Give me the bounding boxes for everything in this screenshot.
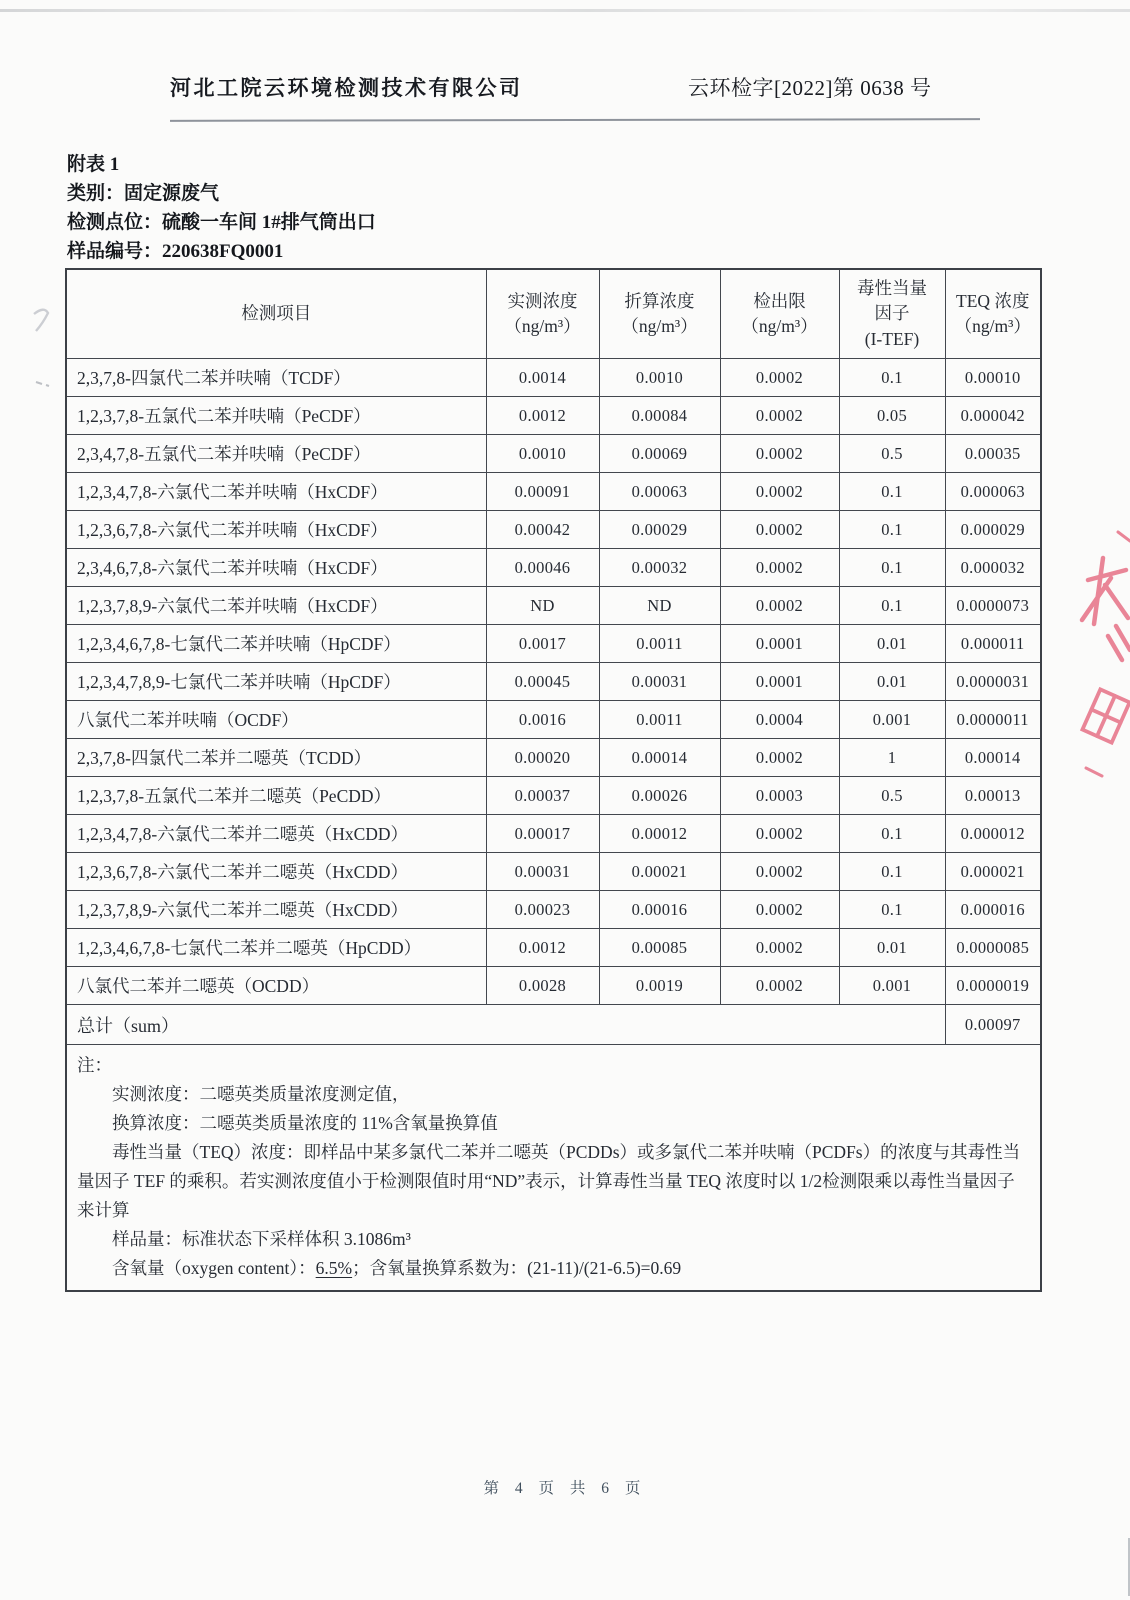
tef-cell: 0.5 <box>839 435 945 473</box>
column-header: 检出限 （ng/m³） <box>720 269 839 359</box>
tef-cell: 0.5 <box>839 777 945 815</box>
table-row <box>66 701 1041 739</box>
table-row <box>66 853 1041 891</box>
measured-value-cell: 0.00031 <box>486 853 599 891</box>
table-row <box>66 815 1041 853</box>
tef-cell: 0.1 <box>839 853 945 891</box>
header-divider <box>170 118 980 122</box>
item-name-cell: 2,3,7,8-四氯代二苯并呋喃（TCDF） <box>66 359 486 397</box>
page-number: 第 4 页 共 6 页 <box>483 1480 647 1497</box>
detection-limit-cell: 0.0004 <box>720 701 839 739</box>
tef-cell: 0.1 <box>839 815 945 853</box>
tef-cell: 1 <box>839 739 945 777</box>
item-name-cell: 1,2,3,4,6,7,8-七氯代二苯并呋喃（HpCDF） <box>66 625 486 663</box>
detection-limit-cell: 0.0002 <box>720 587 839 625</box>
teq-cell: 0.000042 <box>945 397 1041 435</box>
table-row <box>66 929 1041 967</box>
oxygen-factor: ；含氧量换算系数为：(21-11)/(21-6.5)=0.69 <box>352 1258 682 1278</box>
table-row <box>66 587 1041 625</box>
item-name-cell: 1,2,3,4,7,8,9-七氯代二苯并呋喃（HpCDF） <box>66 663 486 701</box>
measured-value-cell: 0.00042 <box>486 511 599 549</box>
converted-value-cell: 0.00012 <box>599 815 720 853</box>
measured-value-cell: 0.0012 <box>486 397 599 435</box>
detection-limit-cell: 0.0002 <box>720 435 839 473</box>
sample-number-line: 样品编号：220638FQ0001 <box>67 241 284 262</box>
notes-row <box>66 1045 1041 1292</box>
item-name-cell: 2,3,4,6,7,8-六氯代二苯并呋喃（HxCDF） <box>66 549 486 587</box>
red-seal-stamp <box>1058 528 1130 784</box>
converted-value-cell: 0.00084 <box>599 397 720 435</box>
detection-limit-cell: 0.0002 <box>720 853 839 891</box>
tef-cell: 0.1 <box>839 587 945 625</box>
tef-cell: 0.05 <box>839 397 945 435</box>
converted-value-cell: 0.00016 <box>599 891 720 929</box>
teq-cell: 0.00013 <box>945 777 1041 815</box>
table-header-row <box>66 269 1041 359</box>
detection-limit-cell: 0.0002 <box>720 397 839 435</box>
column-header: 检测项目 <box>66 269 486 359</box>
scan-artifact-top-streak <box>0 9 1130 12</box>
tef-cell: 0.1 <box>839 549 945 587</box>
detection-limit-cell: 0.0002 <box>720 739 839 777</box>
table-row <box>66 549 1041 587</box>
sum-row <box>66 1005 1041 1045</box>
detection-limit-cell: 0.0002 <box>720 473 839 511</box>
teq-cell: 0.0000031 <box>945 663 1041 701</box>
table-row <box>66 473 1041 511</box>
converted-value-cell: 0.00026 <box>599 777 720 815</box>
measured-value-cell: 0.00017 <box>486 815 599 853</box>
item-name-cell: 1,2,3,7,8,9-六氯代二苯并呋喃（HxCDF） <box>66 587 486 625</box>
teq-cell: 0.00014 <box>945 739 1041 777</box>
teq-cell: 0.0000085 <box>945 929 1041 967</box>
item-name-cell: 2,3,7,8-四氯代二苯并二噁英（TCDD） <box>66 739 486 777</box>
appendix-label: 附表 1 <box>67 154 120 175</box>
detection-limit-cell: 0.0001 <box>720 625 839 663</box>
column-header: 实测浓度 （ng/m³） <box>486 269 599 359</box>
converted-value-cell: 0.0010 <box>599 359 720 397</box>
sum-label: 总计（sum） <box>66 1005 945 1045</box>
converted-value-cell: 0.00063 <box>599 473 720 511</box>
converted-value-cell: 0.00021 <box>599 853 720 891</box>
measured-value-cell: 0.0014 <box>486 359 599 397</box>
teq-cell: 0.0000019 <box>945 967 1041 1005</box>
item-name-cell: 1,2,3,4,6,7,8-七氯代二苯并二噁英（HpCDD） <box>66 929 486 967</box>
teq-cell: 0.000012 <box>945 815 1041 853</box>
measured-value-cell: 0.00091 <box>486 473 599 511</box>
tef-cell: 0.1 <box>839 473 945 511</box>
teq-cell: 0.0000011 <box>945 701 1041 739</box>
red-seal-icon <box>1058 528 1130 784</box>
table-row <box>66 739 1041 777</box>
measured-value-cell: 0.00023 <box>486 891 599 929</box>
converted-value-cell: 0.00029 <box>599 511 720 549</box>
document-info <box>67 150 376 266</box>
measured-value-cell: 0.0017 <box>486 625 599 663</box>
tef-cell: 0.1 <box>839 511 945 549</box>
tef-cell: 0.01 <box>839 663 945 701</box>
column-header: 折算浓度 （ng/m³） <box>599 269 720 359</box>
converted-value-cell: 0.00085 <box>599 929 720 967</box>
converted-value-cell: 0.00014 <box>599 739 720 777</box>
measured-value-cell: 0.0012 <box>486 929 599 967</box>
measured-value-cell: 0.0016 <box>486 701 599 739</box>
item-name-cell: 1,2,3,7,8-五氯代二苯并呋喃（PeCDF） <box>66 397 486 435</box>
detection-limit-cell: 0.0002 <box>720 891 839 929</box>
converted-value-cell: 0.00069 <box>599 435 720 473</box>
table-row <box>66 663 1041 701</box>
table-row <box>66 511 1041 549</box>
report-number: 云环检字[2022]第 0638 号 <box>688 76 932 100</box>
table-row <box>66 891 1041 929</box>
oxygen-label: 含氧量（oxygen content）： <box>112 1258 316 1278</box>
teq-cell: 0.000029 <box>945 511 1041 549</box>
converted-value-cell: 0.0019 <box>599 967 720 1005</box>
results-table <box>65 268 1042 1292</box>
sum-teq-value: 0.00097 <box>945 1005 1041 1045</box>
note-sample-volume: 样品量：标准状态下采样体积 3.1086m³ <box>112 1229 411 1249</box>
teq-cell: 0.000021 <box>945 853 1041 891</box>
detection-limit-cell: 0.0003 <box>720 777 839 815</box>
tef-cell: 0.01 <box>839 929 945 967</box>
teq-cell: 0.000063 <box>945 473 1041 511</box>
category-line: 类别：固定源废气 <box>67 183 220 204</box>
measured-value-cell: 0.00020 <box>486 739 599 777</box>
teq-cell: 0.000032 <box>945 549 1041 587</box>
item-name-cell: 1,2,3,7,8,9-六氯代二苯并二噁英（HxCDD） <box>66 891 486 929</box>
measured-value-cell: 0.0028 <box>486 967 599 1005</box>
item-name-cell: 1,2,3,7,8-五氯代二苯并二噁英（PeCDD） <box>66 777 486 815</box>
tef-cell: 0.1 <box>839 359 945 397</box>
table-row <box>66 435 1041 473</box>
table-row <box>66 967 1041 1005</box>
detection-limit-cell: 0.0002 <box>720 929 839 967</box>
detection-limit-cell: 0.0002 <box>720 815 839 853</box>
note-measured: 实测浓度：二噁英类质量浓度测定值， <box>112 1084 410 1104</box>
measured-value-cell: 0.00037 <box>486 777 599 815</box>
converted-value-cell: 0.00031 <box>599 663 720 701</box>
detection-limit-cell: 0.0001 <box>720 663 839 701</box>
item-name-cell: 1,2,3,6,7,8-六氯代二苯并二噁英（HxCDD） <box>66 853 486 891</box>
measured-value-cell: ND <box>486 587 599 625</box>
converted-value-cell: ND <box>599 587 720 625</box>
teq-cell: 0.00035 <box>945 435 1041 473</box>
converted-value-cell: 0.00032 <box>599 549 720 587</box>
table-body <box>66 359 1041 1005</box>
tef-cell: 0.01 <box>839 625 945 663</box>
table-row <box>66 359 1041 397</box>
tef-cell: 0.001 <box>839 967 945 1005</box>
detection-limit-cell: 0.0002 <box>720 511 839 549</box>
tef-cell: 0.001 <box>839 701 945 739</box>
location-line: 检测点位：硫酸一车间 1#排气筒出口 <box>67 212 376 233</box>
detection-limit-cell: 0.0002 <box>720 549 839 587</box>
item-name-cell: 1,2,3,4,7,8-六氯代二苯并二噁英（HxCDD） <box>66 815 486 853</box>
note-teq-definition: 毒性当量（TEQ）浓度：即样品中某多氯代二苯并二噁英（PCDDs）或多氯代二苯并呋喃（PCDFs）的浓度与其毒性当量因子 TEF 的乘积。若实测浓度值小于检测限值时用“ND”表示，计算毒性当量 TEQ 浓度时以 1/2检测限乘以毒性当量因子来计算 <box>77 1142 1021 1220</box>
teq-cell: 0.0000073 <box>945 587 1041 625</box>
measured-value-cell: 0.00046 <box>486 549 599 587</box>
item-name-cell: 2,3,4,7,8-五氯代二苯并呋喃（PeCDF） <box>66 435 486 473</box>
table-row <box>66 625 1041 663</box>
item-name-cell: 八氯代二苯并呋喃（OCDF） <box>66 701 486 739</box>
converted-value-cell: 0.0011 <box>599 625 720 663</box>
column-header: TEQ 浓度 （ng/m³） <box>945 269 1041 359</box>
pencil-mark-icon <box>28 300 56 400</box>
teq-cell: 0.00010 <box>945 359 1041 397</box>
note-converted: 换算浓度：二噁英类质量浓度的 11%含氧量换算值 <box>112 1113 498 1133</box>
detection-limit-cell: 0.0002 <box>720 967 839 1005</box>
column-header: 毒性当量 因子 (I-TEF) <box>839 269 945 359</box>
table-row <box>66 777 1041 815</box>
teq-cell: 0.000011 <box>945 625 1041 663</box>
company-name: 河北工院云环境检测技术有限公司 <box>170 76 523 100</box>
measured-value-cell: 0.0010 <box>486 435 599 473</box>
item-name-cell: 1,2,3,6,7,8-六氯代二苯并呋喃（HxCDF） <box>66 511 486 549</box>
teq-cell: 0.000016 <box>945 891 1041 929</box>
tef-cell: 0.1 <box>839 891 945 929</box>
notes-title: 注： <box>77 1055 112 1075</box>
note-oxygen-content <box>77 1254 1024 1283</box>
detection-limit-cell: 0.0002 <box>720 359 839 397</box>
notes-cell <box>66 1045 1041 1292</box>
converted-value-cell: 0.0011 <box>599 701 720 739</box>
measured-value-cell: 0.00045 <box>486 663 599 701</box>
table-row <box>66 397 1041 435</box>
oxygen-value: 6.5% <box>315 1258 353 1278</box>
item-name-cell: 八氯代二苯并二噁英（OCDD） <box>66 967 486 1005</box>
item-name-cell: 1,2,3,4,7,8-六氯代二苯并呋喃（HxCDF） <box>66 473 486 511</box>
scan-artifact-marks <box>28 300 56 405</box>
